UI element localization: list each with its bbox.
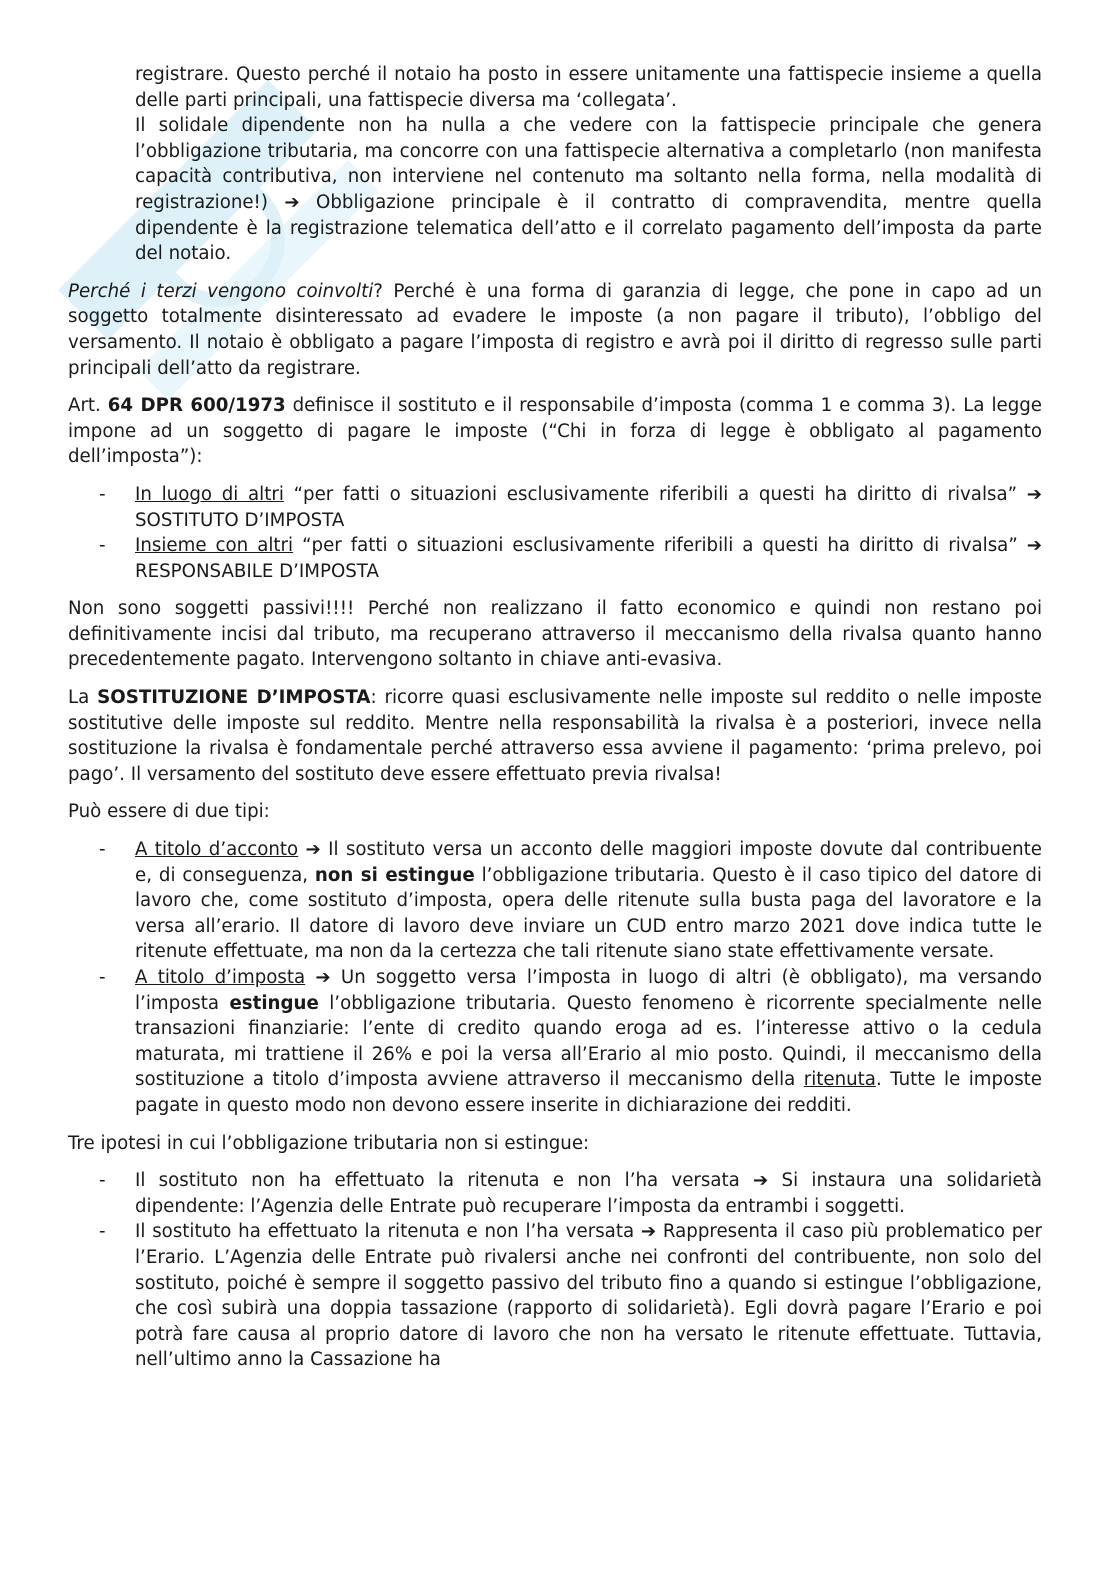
list-item-text: . Tutte le imposte pagate in questo modo non devono essere inserite in dichiarazione dei redditi. bbox=[135, 1069, 1042, 1116]
list-item-text: l’obbligazione tributaria. Questo fenomeno è ricorrente specialmente nelle transazioni finanziarie: l’ente di credito quando eroga ad es. l’interesse attivo o la cedula maturata, mi trattiene il 26% e poi la versa all’Erario al mio posto. Quindi, il meccanismo della sostituzione a titolo d’imposta avviene attraverso il meccanismo della bbox=[135, 992, 1042, 1091]
document-page bbox=[68, 62, 1042, 1385]
list-item-term: A titolo d’imposta bbox=[135, 967, 306, 988]
list-item-term: In luogo di altri bbox=[135, 483, 284, 505]
list-item-text: ➔ Un soggetto versa l’imposta in luogo di altri (è obbligato), ma versando l’imposta bbox=[135, 967, 1042, 1014]
art-body: definisce il sostituto e il responsabile d’imposta (comma 1 e comma 3). La legge impone ad un soggetto di pagare le imposte (“Chi in forza di legge è obbligato al pagamento dell’imposta”): bbox=[68, 395, 1042, 468]
tipi-list bbox=[68, 837, 1042, 1119]
list-item bbox=[68, 837, 1042, 965]
list-item-bold: estingue bbox=[229, 992, 319, 1014]
terzi-question: Perché i terzi vengono coinvolti bbox=[68, 280, 374, 302]
ipotesi-list bbox=[68, 1168, 1042, 1373]
tre-ipotesi-paragraph: Tre ipotesi in cui l’obbligazione tributaria non si estingue: bbox=[68, 1132, 590, 1154]
list-item: - Il sostituto ha effettuato la ritenuta e non l’ha versata ➔ Rappresenta il caso più problematico per l’Erario. L’Agenzia delle Entrate può rivalersi anche nei confronti del contribuente, non solo del sostituto, poiché è sempre il soggetto passivo del tributo fino a quando si estingue l’obbligazione, che così subirà una doppia tassazione (rapporto di solidarietà). Egli dovrà pagare l’Erario e poi potrà fare causa al proprio datore di lavoro che non ha versato le ritenute effettuate. Tuttavia, nell’ultimo anno la Cassazione ha bbox=[68, 1219, 1042, 1373]
intro-paragraph-2: Il solidale dipendente non ha nulla a che vedere con la fattispecie principale che genera l’obbligazione tributaria, ma concorre con una fattispecie alternativa a completarlo (non manifesta capacità contributiva, non interviene nel contenuto ma soltanto nella forma, nella modalità di registrazione!) ➔ Obbligazione principale è il contratto di compravendita, mentre quella dipendente è la registrazione telematica dell’atto e il correlato pagamento dell’imposta da parte del notaio. bbox=[135, 115, 1042, 265]
sostituzione-body: : ricorre quasi esclusivamente nelle imposte sul reddito o nelle imposte sostitutive delle imposte sul reddito. Mentre nella responsabilità la rivalsa è a posteriori, invece nella sostituzione la rivalsa è fondamentale perché attraverso essa avviene il pagamento: ‘prima prelevo, poi pago’. Il versamento del sostituto deve essere effettuato previa rivalsa! bbox=[68, 687, 1042, 785]
list-item-text: ➔ Il sostituto versa un acconto delle maggiori imposte dovute dal contribuente e, di conseguenza, bbox=[135, 839, 1042, 886]
sostituzione-lead: La bbox=[68, 687, 98, 709]
list-item: - Il sostituto non ha effettuato la ritenuta e non l’ha versata ➔ Si instaura una solidarietà dipendente: l’Agenzia delle Entrate può recuperare l’imposta da entrambi i soggetti. bbox=[68, 1168, 1042, 1219]
sostituzione-term: SOSTITUZIONE D’IMPOSTA bbox=[97, 687, 371, 709]
non-passivi-paragraph: Non sono soggetti passivi!!!! Perché non realizzano il fatto economico e quindi non restano poi definitivamente incisi dal tributo, ma recuperano attraverso il meccanismo della rivalsa quanto hanno precedentemente pagato. Intervengono soltanto in chiave anti-evasiva. bbox=[68, 598, 1042, 671]
list-item bbox=[68, 482, 1042, 533]
list-item bbox=[68, 965, 1042, 1119]
list-item bbox=[68, 533, 1042, 584]
list-item-underlined: ritenuta bbox=[803, 1069, 876, 1091]
sostituzione-paragraph bbox=[68, 685, 1042, 787]
art-paragraph bbox=[68, 393, 1042, 470]
list-item-text: “per fatti o situazioni esclusivamente riferibili a questi ha diritto di rivalsa” ➔ SOSTITUTO D’IMPOSTA bbox=[135, 483, 1043, 531]
due-tipi-paragraph: Può essere di due tipi: bbox=[68, 801, 270, 823]
art-lead: Art. bbox=[68, 395, 108, 417]
list-item-bold: non si estingue bbox=[314, 864, 475, 886]
list-item-term: A titolo d’acconto bbox=[135, 839, 299, 861]
art-list bbox=[68, 482, 1042, 584]
list-item-text: l’obbligazione tributaria. Questo è il caso tipico del datore di lavoro che, come sostituto d’imposta, opera delle ritenute sulla busta paga del lavoratore e la versa all’erario. Il datore di lavoro deve inviare un CUD entro marzo 2021 dove indica tutte le ritenute effettuate, ma non da la certezza che tali ritenute siano state effettivamente versate. bbox=[135, 864, 1042, 963]
terzi-body: ? Perché è una forma di garanzia di legge, che pone in capo ad un soggetto totalmente disinteressato ad evadere le imposte (a non pagare il tributo), l’obbligo del versamento. Il notaio è obbligato a pagare l’imposta di registro e avrà poi il diritto di regresso sulle parti principali dell’atto da registrare. bbox=[68, 280, 1042, 379]
terzi-paragraph bbox=[68, 279, 1042, 381]
list-item-text: “per fatti o situazioni esclusivamente riferibili a questi ha diritto di rivalsa” ➔ RESPONSABILE D’IMPOSTA bbox=[135, 535, 1043, 582]
intro-paragraph-1: registrare. Questo perché il notaio ha posto in essere unitamente una fattispecie insieme a quella delle parti principali, una fattispecie diversa ma ‘collegata’. bbox=[135, 64, 1042, 111]
intro-block bbox=[135, 62, 1042, 267]
list-item-term: Insieme con altri bbox=[135, 535, 294, 557]
art-reference: 64 DPR 600/1973 bbox=[107, 395, 286, 417]
